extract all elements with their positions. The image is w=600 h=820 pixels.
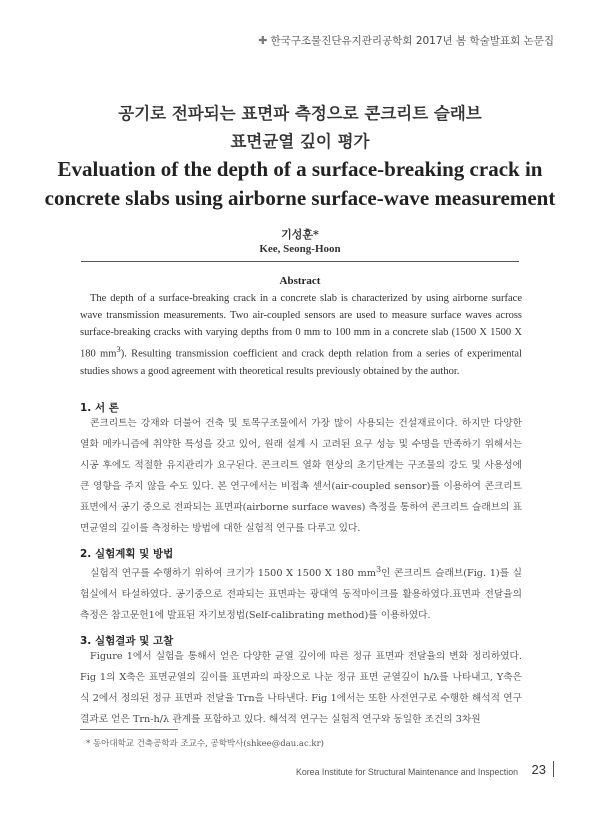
- section-2-heading: 2. 실험계획 및 방법: [80, 548, 174, 560]
- abstract-body: [80, 290, 522, 380]
- page-number: 23: [531, 762, 546, 777]
- abstract-text-part2: ). Resulting transmission coefficient and crack depth relation from a series of experimental studies shows a good agreement with theoretical results previously obtained by the author.: [80, 348, 522, 377]
- section-2-body: [80, 559, 522, 626]
- abstract-text-part1: The depth of a surface-breaking crack in a concrete slab is characterized by using airborne surface wave transmission measurements. Two air-coupled sensors are used to measure surface waves across surface-breaking cracks with varying depths from 0 mm to 100 mm in a concrete slab (1500 X 1500 X 180 mm: [80, 293, 522, 360]
- header-text: 한국구조물진단유지관리공학회 2017년 봄 학술발표회 논문집: [270, 35, 554, 47]
- section-2-text-part2: 인 콘크리트 슬래브(Fig. 1)를 실험실에서 타설하였다. 공기중으로 전파되는 표면파는 광대역 동적마이크를 활용하였다.표면파 전달율의 측정은 참고문헌1에 발표된 자기보정법(Self-calibrating method)를 이용하였다.: [80, 568, 522, 622]
- abstract-superscript: 3: [116, 344, 121, 354]
- abstract-heading: Abstract: [279, 275, 321, 287]
- english-title-line2: concrete slabs using airborne surface-wave measurement: [44, 186, 556, 210]
- title-divider: [81, 261, 519, 262]
- running-header: [258, 33, 554, 48]
- section-3-heading: 3. 실험결과 및 고찰: [80, 635, 174, 647]
- author-footnote: * 동아대학교 건축공학과 조교수, 공학박사(shkee@dau.ac.kr): [86, 739, 324, 749]
- footnote-divider: [80, 729, 178, 730]
- footer-organization: Korea Institute for Structural Maintenance and Inspection: [295, 767, 518, 777]
- english-title-line1: Evaluation of the depth of a surface-breaking crack in: [57, 157, 543, 181]
- header-cross-icon: ✚: [258, 34, 268, 47]
- section-1-body: 콘크리트는 강재와 더불어 건축 및 토목구조물에서 가장 많이 사용되는 건설재료이다. 하지만 다양한 열화 메카니즘에 취약한 특성을 갖고 있어, 원래 설계 시 고려된 요구 성능 및 수명을 만족하기 위해서는 시공 후에도 적절한 유지관리가 요구된다. 콘크리트 열화 현상의 초기단계는 구조물의 강도 및 사용성에 큰 영향을 주지 않을 수도 있다. 본 연구에서는 비접촉 센서(air-coupled sensor)를 이용하여 콘크리트 표면에서 공기 중으로 전파되는 표면파(airborne surface waves) 측정을 통하여 콘크리트 슬래브의 표면균열의 깊이를 측정하는 방법에 대한 실험적 연구를 다루고 있다.: [80, 418, 522, 534]
- korean-title-line2: 표면균열 깊이 평가: [230, 132, 370, 151]
- section-3-body: Figure 1에서 실험을 통해서 얻은 다양한 균열 깊이에 따른 정규 표면파 전달율의 변화 정리하였다. Fig 1의 X축은 표면균열의 깊이를 표면파의 파장으로 나눈 정규 표면 균열깊이 h/λ를 나타내고, Y축은 식 2에서 정의된 정규 표면파 전달율 Trn을 나타낸다. Fig 1에서는 또한 사전연구로 수행한 해석적 연구결과로 얻은 Trn-h/λ 관계를 포함하고 있다. 해석적 연구는 실험적 연구와 동일한 조건의 3차원: [80, 651, 522, 725]
- section-2-text-part1: 실험적 연구를 수행하기 위하여 크기가 1500 X 1500 X 180 mm: [90, 568, 376, 580]
- author-korean: 기성훈*: [281, 228, 319, 241]
- korean-title-line1: 공기로 전파되는 표면파 측정으로 콘크리트 슬래브: [118, 104, 482, 123]
- section-2-superscript: 3: [375, 564, 382, 574]
- author-english: Kee, Seong-Hoon: [259, 243, 341, 255]
- footer-bar: [553, 761, 554, 777]
- section-1-heading: 1. 서 론: [80, 402, 119, 414]
